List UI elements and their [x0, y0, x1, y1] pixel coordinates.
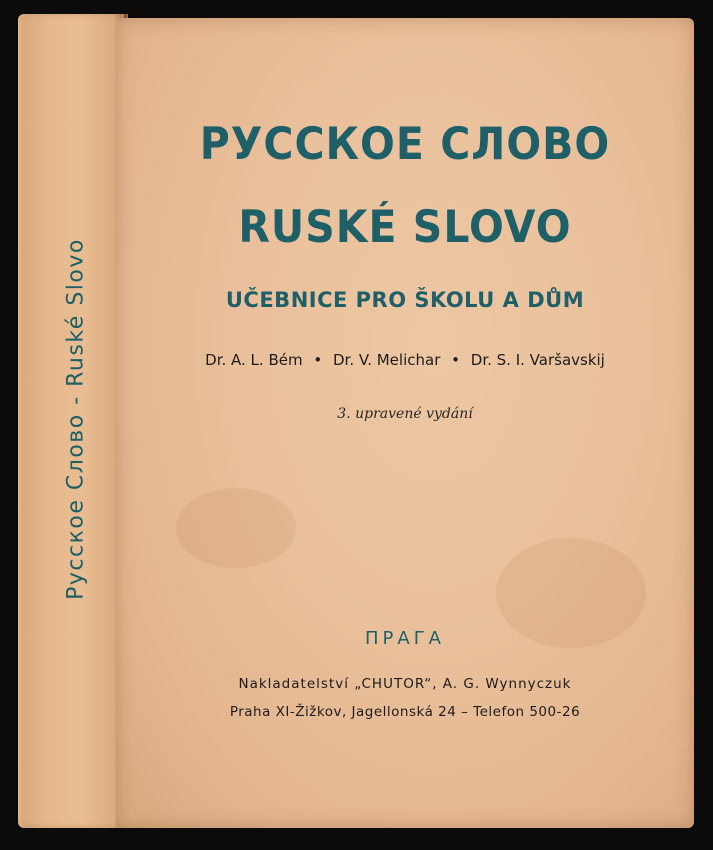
- author-separator: •: [313, 351, 323, 369]
- book-spine: [18, 14, 124, 828]
- author-separator: •: [451, 351, 460, 369]
- publisher-address: Praha XI-Žižkov, Jagellonská 24 – Telefon 500-26: [229, 704, 581, 720]
- author-name: Dr. S. I. Varšavskij: [470, 351, 605, 369]
- book: [12, 10, 696, 838]
- spine-title: Русское Слово - Ruské Slovo: [63, 238, 89, 600]
- publisher: Nakladatelství „CHUTOR“, A. G. Wynnyczuk: [238, 676, 572, 692]
- author-name: Dr. V. Melichar: [333, 351, 441, 369]
- paper-stain: [176, 488, 296, 568]
- title-russian: РУССКОЕ СЛОВО: [199, 118, 611, 170]
- city: ПРАГА: [365, 628, 445, 649]
- title-czech: RUSKÉ SLOVO: [238, 201, 572, 253]
- subtitle: UČEBNICE PRO ŠKOLU A DŮM: [225, 288, 585, 312]
- author-name: Dr. A. L. Bém: [205, 351, 303, 369]
- book-cover: [116, 18, 694, 828]
- edition-note: 3. upravené vydání: [337, 406, 473, 422]
- authors-line: [116, 351, 694, 369]
